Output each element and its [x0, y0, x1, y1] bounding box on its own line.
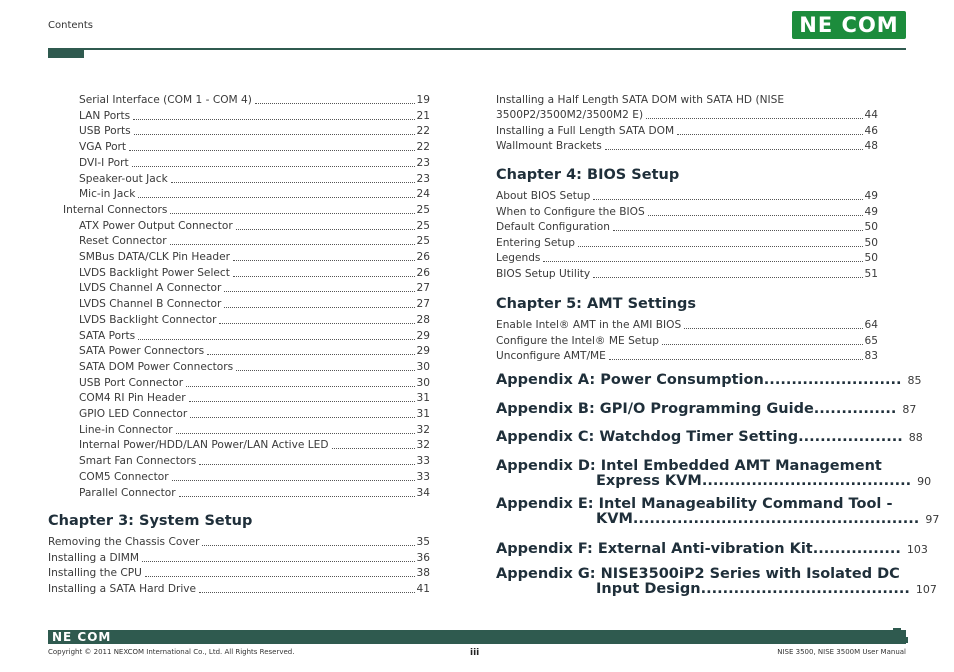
toc-entry-page: 30: [416, 360, 430, 373]
dot-leader: [202, 545, 414, 546]
appendix-entry[interactable]: [496, 430, 923, 445]
page-number: iii: [470, 648, 480, 658]
toc-entry-title: Configure the Intel® ME Setup: [496, 334, 659, 347]
toc-entry[interactable]: [496, 268, 878, 281]
toc-entry-page: 31: [416, 392, 430, 405]
toc-entry-title: Installing a SATA Hard Drive: [48, 583, 197, 596]
dot-leader: [233, 276, 415, 277]
toc-entry[interactable]: [48, 567, 430, 580]
manual-title: NISE 3500, NISE 3500M User Manual: [777, 648, 906, 656]
toc-entry[interactable]: [79, 188, 430, 201]
dot-leader: [677, 134, 862, 135]
dot-leader: [199, 464, 414, 465]
toc-entry[interactable]: [496, 237, 878, 250]
toc-entry-title: Unconfigure AMT/ME: [496, 350, 606, 362]
toc-entry-page: 38: [416, 567, 430, 580]
toc-entry-title: GPIO LED Connector: [79, 408, 188, 420]
toc-entry[interactable]: [63, 204, 430, 217]
dot-leader: [134, 134, 415, 135]
toc-entry-title: COM4 RI Pin Header: [79, 392, 186, 405]
toc-entry[interactable]: [79, 157, 430, 170]
toc-entry[interactable]: [79, 330, 430, 343]
toc-entry-title: Legends: [496, 252, 541, 264]
toc-entry-title: Enable Intel® AMT in the AMI BIOS: [496, 319, 682, 331]
appendix-title-continued: [496, 474, 931, 489]
toc-entry[interactable]: [496, 319, 878, 332]
toc-entry[interactable]: [496, 109, 878, 122]
dot-leader: [189, 401, 415, 402]
toc-entry-page: 50: [864, 252, 878, 264]
toc-entry-title: Default Configuration: [496, 221, 610, 233]
toc-entry[interactable]: [79, 361, 430, 374]
appendix-entry[interactable]: [496, 459, 931, 489]
appendix-title: Appendix D: Intel Embedded AMT Management: [496, 458, 882, 474]
toc-entry-title: SATA DOM Power Connectors: [79, 360, 234, 373]
toc-entry-title: USB Port Connector: [79, 376, 184, 389]
dot-leader: [186, 386, 414, 387]
toc-entry-page: 49: [864, 190, 878, 202]
toc-entry[interactable]: [79, 487, 430, 500]
toc-entry-page: 22: [416, 141, 430, 154]
toc-entry-title: Internal Power/HDD/LAN Power/LAN Active LED: [79, 439, 329, 452]
appendix-entry[interactable]: [496, 497, 939, 527]
appendix-page: 88: [908, 431, 923, 444]
toc-entry[interactable]: [79, 125, 430, 138]
toc-entry[interactable]: [496, 125, 878, 138]
appendix-page: 97: [925, 513, 940, 526]
dot-leader: [646, 118, 862, 119]
toc-entry-page: 21: [416, 109, 430, 122]
toc-entry-title: About BIOS Setup: [496, 190, 591, 202]
toc-entry-title: SMBus DATA/CLK Pin Header: [79, 251, 230, 263]
toc-entry-title: ATX Power Output Connector: [79, 219, 233, 232]
toc-entry-page: 83: [864, 350, 878, 362]
dot-leader: [593, 199, 862, 200]
dot-leader: [662, 344, 863, 345]
toc-entry-page: 34: [416, 486, 430, 499]
toc-entry-page: 25: [416, 219, 430, 232]
toc-entry[interactable]: [79, 455, 430, 468]
dot-leader: [170, 244, 415, 245]
toc-entry-page: 33: [416, 470, 430, 483]
toc-entry[interactable]: [79, 110, 430, 123]
toc-entry-title: LAN Ports: [79, 109, 131, 122]
dot-leader: [138, 339, 414, 340]
toc-entry-page: 29: [416, 329, 430, 342]
toc-entry[interactable]: [79, 94, 430, 107]
toc-entry[interactable]: [79, 314, 430, 327]
appendix-title: Appendix G: NISE3500iP2 Series with Isolated DC: [496, 566, 900, 582]
toc-entry-page: 26: [416, 266, 430, 279]
dot-leader: [684, 328, 862, 329]
toc-entry[interactable]: [496, 190, 878, 203]
toc-entry-page: 29: [416, 345, 430, 358]
dot-leader: [224, 291, 414, 292]
toc-entry-title: Installing a DIMM: [48, 551, 140, 564]
dot-leader: [609, 359, 863, 360]
toc-entry-page: 25: [416, 203, 430, 216]
toc-entry-title: 3500P2/3500M2/3500M2 E): [496, 109, 644, 121]
dot-leader: [171, 182, 415, 183]
dot-leader: [648, 215, 863, 216]
dot-leader: [199, 592, 414, 593]
toc-entry-page: 31: [416, 408, 430, 420]
toc-entry[interactable]: [79, 298, 430, 311]
toc-entry-page: 22: [416, 125, 430, 138]
toc-entry-page: 41: [416, 583, 430, 596]
toc-entry[interactable]: [79, 220, 430, 233]
toc-entry[interactable]: [496, 335, 878, 348]
appendix-page: 85: [907, 374, 922, 387]
toc-entry-line: Installing a Half Length SATA DOM with SATA HD (NISE: [496, 94, 785, 106]
dot-leader: [207, 354, 414, 355]
toc-entry-page: 50: [864, 221, 878, 233]
dot-leader: [133, 119, 414, 120]
toc-entry-page: 27: [416, 298, 430, 311]
toc-entry-title: Entering Setup: [496, 236, 576, 249]
footer-square-mark: [893, 628, 901, 636]
dot-leader: [176, 433, 415, 434]
header-divider: [48, 48, 906, 50]
appendix-entry[interactable]: [496, 373, 922, 388]
appendix-title: Appendix E: Intel Manageability Command Tool -: [496, 496, 893, 512]
dot-leader: [236, 229, 415, 230]
toc-entry[interactable]: [79, 282, 430, 295]
toc-entry-page: 35: [416, 536, 430, 548]
dot-leader: [170, 213, 414, 214]
toc-entry[interactable]: [79, 235, 430, 248]
toc-entry[interactable]: [48, 583, 430, 596]
toc-entry-title: Smart Fan Connectors: [79, 455, 197, 468]
appendix-page: 87: [902, 403, 917, 416]
toc-entry-page: 30: [416, 376, 430, 389]
toc-entry-page: 50: [864, 236, 878, 249]
dot-leader: [613, 230, 863, 231]
toc-entry[interactable]: [79, 173, 430, 186]
appendix-title-continued: [496, 512, 939, 527]
toc-entry-title: LVDS Channel A Connector: [79, 282, 222, 295]
toc-entry-page: 28: [416, 313, 430, 326]
dot-leader: [255, 103, 415, 104]
toc-entry-title: Installing a Full Length SATA DOM: [496, 124, 675, 137]
header-tab-accent: [48, 48, 84, 58]
toc-entry-title: LVDS Channel B Connector: [79, 298, 222, 311]
toc-entry-title: LVDS Backlight Connector: [79, 313, 217, 326]
toc-entry-title: SATA Power Connectors: [79, 345, 205, 358]
toc-entry-title: USB Ports: [79, 125, 131, 138]
appendix-title: Appendix C: Watchdog Timer Setting...................: [496, 429, 903, 445]
toc-entry-title: DVI-I Port: [79, 156, 129, 169]
dot-leader: [132, 166, 415, 167]
dot-leader: [179, 496, 415, 497]
dot-leader: [219, 323, 414, 324]
appendix-title: Appendix A: Power Consumption.........................: [496, 372, 902, 388]
dot-leader: [172, 480, 415, 481]
toc-entry[interactable]: [79, 439, 430, 452]
toc-entry[interactable]: [79, 408, 430, 421]
dot-leader: [138, 197, 414, 198]
dot-leader: [145, 576, 415, 577]
toc-entry-page: 36: [416, 551, 430, 564]
toc-entry-title: SATA Ports: [79, 329, 136, 342]
toc-entry[interactable]: [48, 536, 430, 549]
footer-bar: [48, 630, 906, 644]
toc-entry[interactable]: [496, 206, 878, 219]
toc-entry[interactable]: [79, 345, 430, 358]
toc-entry[interactable]: [48, 552, 430, 565]
dot-leader: [190, 417, 414, 418]
appendix-title: Appendix B: GPI/O Programming Guide...............: [496, 401, 897, 417]
toc-entry-title: Reset Connector: [79, 235, 167, 248]
toc-entry-page: 32: [416, 439, 430, 452]
dot-leader: [233, 260, 415, 261]
chapter-5-heading: Chapter 5: AMT Settings: [496, 296, 697, 312]
page-section-label: Contents: [48, 20, 93, 31]
toc-entry[interactable]: [79, 251, 430, 264]
dot-leader: [142, 561, 414, 562]
dot-leader: [129, 150, 414, 151]
chapter-3-heading: Chapter 3: System Setup: [48, 513, 253, 529]
appendix-title-line2: Input Design......................................: [596, 581, 910, 597]
appendix-page: 107: [915, 583, 937, 596]
toc-entry[interactable]: [79, 392, 430, 405]
toc-entry[interactable]: [79, 267, 430, 280]
appendix-entry[interactable]: [496, 567, 937, 597]
toc-entry-title: Installing the CPU: [48, 567, 142, 580]
toc-entry[interactable]: [79, 377, 430, 390]
toc-entry-page: 48: [864, 140, 878, 153]
dot-leader: [224, 307, 414, 308]
copyright-text: Copyright © 2011 NEXCOM International Co., Ltd. All Rights Reserved.: [48, 648, 295, 656]
toc-entry-page: 27: [416, 282, 430, 295]
footer-logo: NE COM: [52, 630, 112, 644]
toc-entry-page: 26: [416, 251, 430, 263]
toc-entry-page: 51: [864, 267, 878, 280]
nexcom-logo: NE COM: [792, 11, 906, 39]
appendix-title: Appendix F: External Anti-vibration Kit................: [496, 541, 901, 557]
toc-entry-page: 33: [416, 455, 430, 468]
dot-leader: [578, 246, 862, 247]
toc-entry[interactable]: [79, 471, 430, 484]
toc-entry-page: 19: [416, 94, 430, 106]
toc-entry-title: COM5 Connector: [79, 470, 169, 483]
toc-entry[interactable]: [79, 141, 430, 154]
toc-entry-title: Serial Interface (COM 1 - COM 4): [79, 94, 252, 106]
appendix-title-continued: [496, 582, 937, 597]
toc-entry-title: When to Configure the BIOS: [496, 205, 645, 218]
dot-leader: [593, 277, 862, 278]
toc-entry-page: 32: [416, 423, 430, 436]
appendix-page: 103: [906, 543, 928, 556]
toc-entry[interactable]: [496, 350, 878, 363]
toc-entry[interactable]: [496, 221, 878, 234]
toc-entry-title: BIOS Setup Utility: [496, 267, 591, 280]
toc-entry-page: 46: [864, 124, 878, 137]
toc-entry-page: 44: [864, 109, 878, 121]
toc-entry-page: 24: [416, 188, 430, 201]
toc-entry-title: Wallmount Brackets: [496, 140, 602, 153]
toc-entry-page: 23: [416, 156, 430, 169]
footer-square-mark-small: [902, 637, 908, 643]
toc-entry-page: 49: [864, 205, 878, 218]
dot-leader: [543, 261, 862, 262]
toc-entry-title: LVDS Backlight Power Select: [79, 266, 230, 279]
toc-entry[interactable]: [79, 424, 430, 437]
toc-entry-title: Removing the Chassis Cover: [48, 536, 200, 548]
toc-entry-title: Speaker-out Jack: [79, 172, 168, 185]
toc-entry-title: VGA Port: [79, 141, 127, 154]
appendix-page: 90: [917, 475, 932, 488]
toc-entry[interactable]: [496, 140, 878, 153]
toc-entry[interactable]: [496, 252, 878, 265]
chapter-4-heading: Chapter 4: BIOS Setup: [496, 167, 680, 183]
appendix-title-line2: Express KVM......................................: [596, 473, 912, 489]
toc-entry-title: Internal Connectors: [63, 203, 168, 216]
appendix-title-line2: KVM....................................................: [596, 511, 920, 527]
toc-entry-page: 65: [864, 334, 878, 347]
toc-entry-title: Mic-in Jack: [79, 188, 136, 201]
toc-entry-page: 64: [864, 319, 878, 331]
appendix-entry[interactable]: [496, 542, 928, 557]
dot-leader: [236, 370, 414, 371]
toc-entry-title: Parallel Connector: [79, 486, 176, 499]
dot-leader: [332, 448, 415, 449]
dot-leader: [605, 149, 863, 150]
toc-entry-title: Line-in Connector: [79, 423, 173, 436]
toc-entry-page: 25: [416, 235, 430, 248]
toc-entry-page: 23: [416, 172, 430, 185]
appendix-entry[interactable]: [496, 402, 916, 417]
